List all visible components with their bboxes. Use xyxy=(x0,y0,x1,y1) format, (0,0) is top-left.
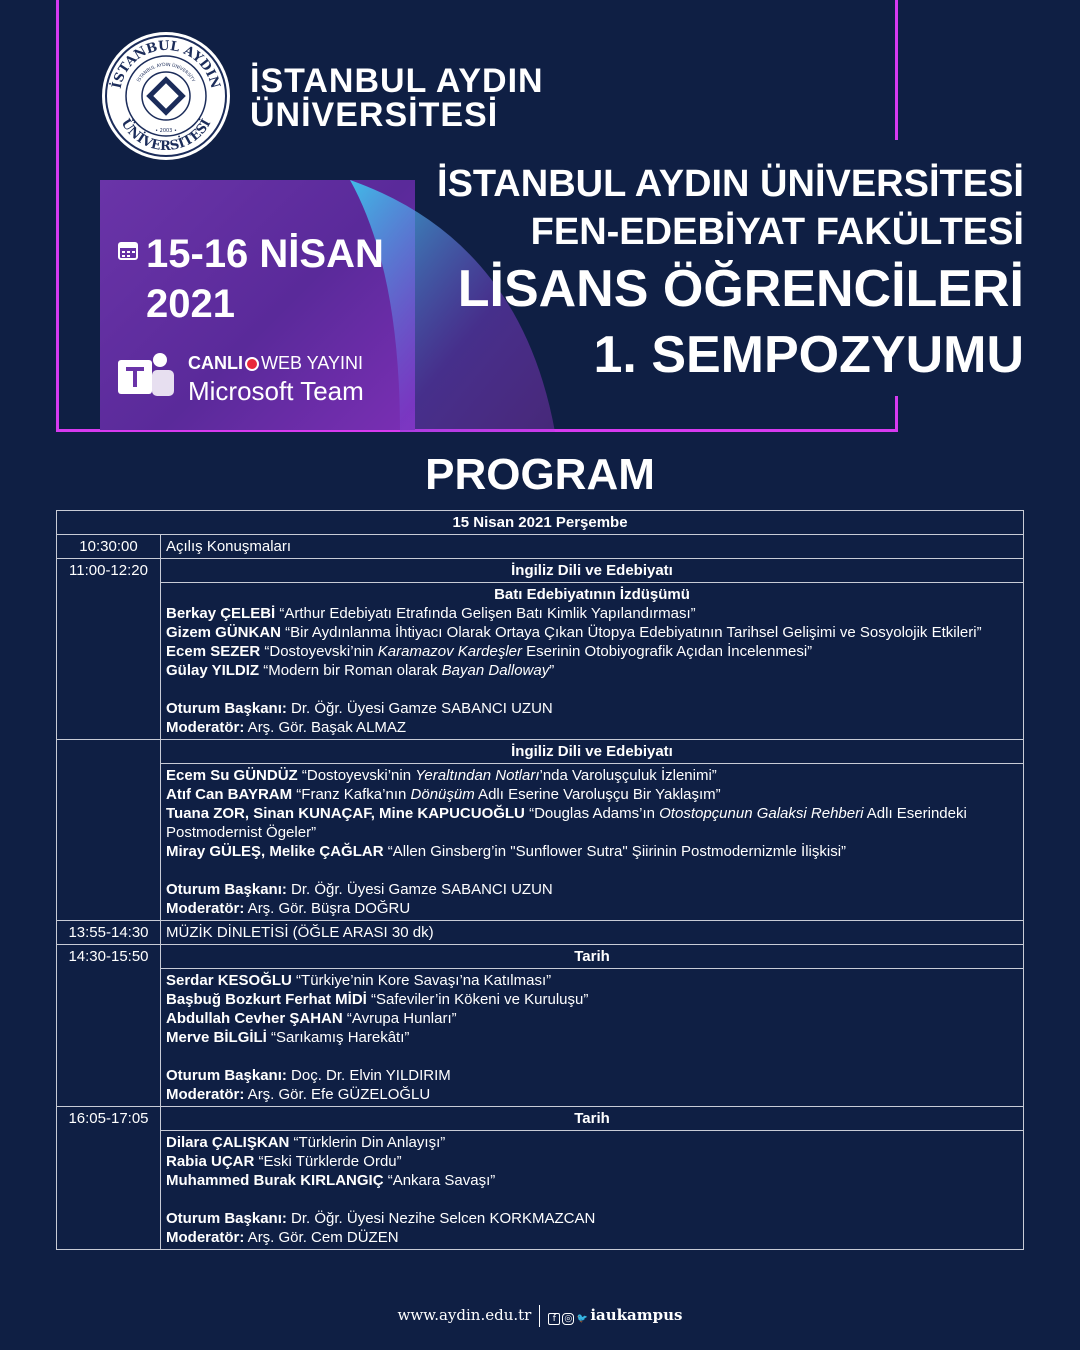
time-cell: 11:00-12:20 xyxy=(57,559,161,740)
moderator-name: Arş. Gör. Başak ALMAZ xyxy=(244,719,407,736)
session-moderator xyxy=(166,899,1018,918)
opening-label: Açılış Konuşmaları xyxy=(161,535,1024,559)
footer-divider xyxy=(539,1305,540,1327)
presenter-name: Merve BİLGİLİ xyxy=(166,1029,267,1046)
presentation-item xyxy=(166,604,1018,623)
presenter-name: Berkay ÇELEBİ xyxy=(166,605,276,622)
presentation-title-post: Adlı Eserindeki Postmodernist Ögeler” xyxy=(166,805,967,841)
presenter-name: Miray GÜLEŞ, Melike ÇAĞLAR xyxy=(166,843,384,860)
time-cell xyxy=(57,740,161,921)
presenter-name: Rabia UÇAR xyxy=(166,1153,255,1170)
table-row xyxy=(57,1107,1024,1131)
svg-text:• 2003 •: • 2003 • xyxy=(155,128,177,134)
presenter-name: Başbuğ Bozkurt Ferhat MİDİ xyxy=(166,991,367,1008)
presentation-title: “Allen Ginsberg’in "Sunflower Sutra" Şiirinin Postmodernizmle İlişkisi” xyxy=(383,843,847,860)
live-label-rest: WEB YAYINI xyxy=(261,353,364,373)
presentation-item xyxy=(166,785,1018,804)
session-chair xyxy=(166,880,1018,899)
presentation-title: “Safeviler’in Kökeni ve Kuruluşu” xyxy=(366,991,589,1008)
presenter-name: Abdullah Cevher ŞAHAN xyxy=(166,1010,343,1027)
work-title: Otostopçunun Galaksi Rehberi xyxy=(659,805,864,822)
title-line2: FEN-EDEBİYAT FAKÜLTESİ xyxy=(530,211,1024,253)
svg-text:İSTANBUL AYDIN ÜNİVERSİTY: İSTANBUL AYDIN ÜNİVERSİTY xyxy=(136,62,196,84)
presenter-name: Atıf Can BAYRAM xyxy=(166,786,293,803)
presentation-item xyxy=(166,1028,1018,1047)
presenter-name: Gizem GÜNKAN xyxy=(166,624,282,641)
presentation-title-pre: “Douglas Adams’ın xyxy=(524,805,660,822)
social-handle[interactable]: iaukampus xyxy=(590,1306,683,1324)
university-name xyxy=(250,64,544,132)
session-details xyxy=(161,1131,1024,1250)
chair-name: Dr. Öğr. Üyesi Gamze SABANCI UZUN xyxy=(286,700,553,717)
table-row xyxy=(57,511,1024,535)
moderator-label: Moderatör: xyxy=(166,900,245,917)
moderator-name: Arş. Gör. Cem DÜZEN xyxy=(244,1229,399,1246)
table-row xyxy=(57,945,1024,969)
presentation-item xyxy=(166,623,1018,642)
presentation-item xyxy=(166,642,1018,661)
chair-label: Oturum Başkanı: xyxy=(166,881,287,898)
presenter-name: Serdar KESOĞLU xyxy=(166,972,292,989)
moderator-label: Moderatör: xyxy=(166,1086,245,1103)
table-row xyxy=(57,583,1024,740)
footer xyxy=(0,1305,1080,1327)
day-header: 15 Nisan 2021 Perşembe xyxy=(57,511,1024,535)
chair-name: Doç. Dr. Elvin YILDIRIM xyxy=(286,1067,451,1084)
event-year: 2021 xyxy=(146,282,235,326)
presenter-name: Dilara ÇALIŞKAN xyxy=(166,1134,290,1151)
symposium-title xyxy=(437,160,1024,388)
live-dot-icon xyxy=(245,357,259,371)
title-line1: İSTANBUL AYDIN ÜNİVERSİTESİ xyxy=(437,163,1024,205)
session-dept: İngiliz Dili ve Edebiyatı xyxy=(161,559,1024,583)
session-details xyxy=(161,969,1024,1107)
program-heading: PROGRAM xyxy=(425,450,655,499)
university-name-line2: ÜNİVERSİTESİ xyxy=(250,96,499,134)
moderator-name: Arş. Gör. Büşra DOĞRU xyxy=(244,900,411,917)
session-details xyxy=(161,764,1024,921)
presentation-item xyxy=(166,766,1018,785)
session-chair xyxy=(166,1209,1018,1228)
chair-label: Oturum Başkanı: xyxy=(166,1210,287,1227)
title-line4: 1. SEMPOZYUMU xyxy=(593,326,1024,384)
session-dept: Tarih xyxy=(161,945,1024,969)
session-chair xyxy=(166,1066,1018,1085)
presenter-name: Ecem Su GÜNDÜZ xyxy=(166,767,298,784)
frame-line-right-top xyxy=(895,0,898,140)
presentation-item xyxy=(166,971,1018,990)
session-chair xyxy=(166,699,1018,718)
work-title: Karamazov Kardeşler xyxy=(377,643,522,660)
presentation-title: “Türklerin Din Anlayışı” xyxy=(289,1134,446,1151)
presentation-title: “Sarıkamış Harekâtı” xyxy=(266,1029,410,1046)
table-row xyxy=(57,764,1024,921)
website-link[interactable]: www.aydin.edu.tr xyxy=(397,1306,532,1324)
svg-text:ÜNİVERSİTESİ: ÜNİVERSİTESİ xyxy=(117,116,215,155)
time-cell: 10:30:00 xyxy=(57,535,161,559)
table-row xyxy=(57,559,1024,583)
work-title: Bayan Dalloway xyxy=(441,662,550,679)
chair-label: Oturum Başkanı: xyxy=(166,700,287,717)
table-row xyxy=(57,969,1024,1107)
presentation-item xyxy=(166,661,1018,680)
twitter-icon[interactable]: 🐦 xyxy=(576,1314,588,1324)
presentation-title: “Avrupa Hunları” xyxy=(342,1010,457,1027)
session-moderator xyxy=(166,718,1018,737)
presentation-item xyxy=(166,1009,1018,1028)
svg-text:İSTANBUL AYDIN: İSTANBUL AYDIN xyxy=(109,38,223,91)
presentation-title: “Ankara Savaşı” xyxy=(383,1172,496,1189)
table-row xyxy=(57,921,1024,945)
presentation-item xyxy=(166,842,1018,861)
moderator-name: Arş. Gör. Efe GÜZELOĞLU xyxy=(244,1086,431,1103)
program-table xyxy=(56,510,1024,1250)
presentation-item xyxy=(166,990,1018,1009)
presentation-title: “Bir Aydınlanma İhtiyacı Olarak Ortaya Çıkan Ütopya Edebiyatının Tarihsel Gelişimi ve Sosyolojik Etkileri” xyxy=(281,624,982,641)
chair-name: Dr. Öğr. Üyesi Gamze SABANCI UZUN xyxy=(286,881,553,898)
presentation-title: “Türkiye’nin Kore Savaşı’na Katılması” xyxy=(291,972,552,989)
instagram-icon[interactable]: ◎ xyxy=(562,1313,574,1325)
presenter-name: Ecem SEZER xyxy=(166,643,261,660)
presentation-title-post: ’nda Varoluşçuluk İzlenimi” xyxy=(539,767,717,784)
time-cell: 14:30-15:50 xyxy=(57,945,161,1107)
table-row xyxy=(57,535,1024,559)
presentation-title: “Eski Türklerde Ordu” xyxy=(254,1153,402,1170)
event-date: 15-16 NİSAN xyxy=(146,232,384,276)
time-cell: 16:05-17:05 xyxy=(57,1107,161,1250)
microsoft-teams-icon xyxy=(118,348,178,406)
table-row xyxy=(57,740,1024,764)
table-row xyxy=(57,1131,1024,1250)
work-title: Yeraltından Notları xyxy=(415,767,540,784)
chair-label: Oturum Başkanı: xyxy=(166,1067,287,1084)
presenter-name: Muhammed Burak KIRLANGIÇ xyxy=(166,1172,384,1189)
presentation-title: “Arthur Edebiyatı Etrafında Gelişen Batı Kimlik Yapılandırması” xyxy=(275,605,696,622)
frame-line-right-bottom xyxy=(895,396,898,432)
platform-label: Microsoft Team xyxy=(188,376,364,406)
live-label-bold: CANLI xyxy=(188,353,243,373)
session-moderator xyxy=(166,1085,1018,1104)
presentation-item xyxy=(166,1133,1018,1152)
session-details xyxy=(161,583,1024,740)
presentation-item xyxy=(166,1152,1018,1171)
presentation-item xyxy=(166,1171,1018,1190)
presentation-item xyxy=(166,804,1018,842)
university-name-line1: İSTANBUL AYDIN xyxy=(250,62,544,100)
chair-name: Dr. Öğr. Üyesi Nezihe Selcen KORKMAZCAN xyxy=(286,1210,596,1227)
presentation-title-post: ” xyxy=(549,662,555,679)
frame-line-left xyxy=(56,0,59,432)
presentation-title-pre: “Dostoyevski’nin xyxy=(297,767,416,784)
live-broadcast-label xyxy=(188,352,363,374)
presentation-title-post: Adlı Eserine Varoluşçu Bir Yaklaşım” xyxy=(474,786,721,803)
moderator-label: Moderatör: xyxy=(166,1229,245,1246)
presenter-name: Tuana ZOR, Sinan KUNAÇAF, Mine KAPUCUOĞLU xyxy=(166,805,525,822)
session-subtitle: Batı Edebiyatının İzdüşümü xyxy=(494,586,690,603)
title-line3: LİSANS ÖĞRENCİLERİ xyxy=(457,260,1024,318)
calendar-icon xyxy=(118,240,138,260)
presentation-title-pre: “Modern bir Roman olarak xyxy=(259,662,442,679)
moderator-label: Moderatör: xyxy=(166,719,245,736)
university-seal-logo xyxy=(100,30,232,162)
presenter-name: Gülay YILDIZ xyxy=(166,662,260,679)
break-label: MÜZİK DİNLETİSİ (ÖĞLE ARASI 30 dk) xyxy=(161,921,1024,945)
presentation-title-pre: “Franz Kafka’nın xyxy=(292,786,411,803)
facebook-icon[interactable]: f xyxy=(548,1313,560,1325)
time-cell: 13:55-14:30 xyxy=(57,921,161,945)
session-dept: Tarih xyxy=(161,1107,1024,1131)
presentation-title-pre: “Dostoyevski’nin xyxy=(260,643,378,660)
session-moderator xyxy=(166,1228,1018,1247)
presentation-title-post: Eserinin Otobiyografik Açıdan İncelenmesi” xyxy=(522,643,813,660)
session-dept: İngiliz Dili ve Edebiyatı xyxy=(161,740,1024,764)
work-title: Dönüşüm xyxy=(410,786,475,803)
